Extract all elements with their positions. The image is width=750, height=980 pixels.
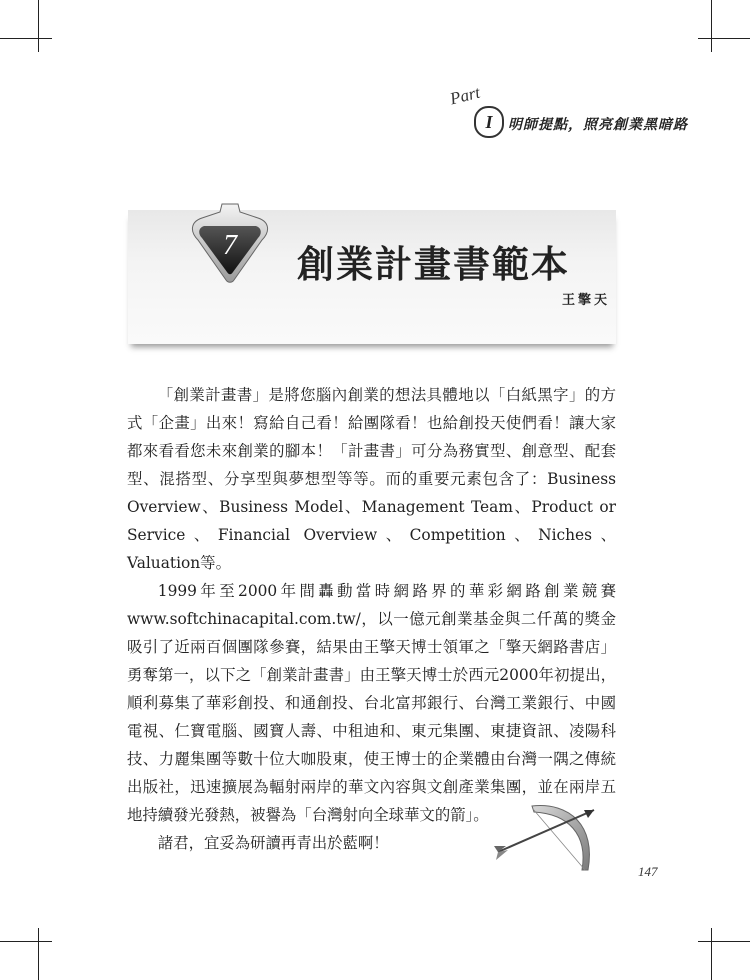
body-text — [127, 381, 616, 857]
chapter-title: 創業計畫書範本 — [297, 242, 570, 286]
chapter-badge-icon — [188, 202, 272, 286]
crop-mark-top-right-h — [698, 38, 750, 39]
crop-mark-bottom-right-v — [711, 928, 712, 980]
crop-mark-bottom-left-v — [38, 928, 39, 980]
author-name: 王擎天 — [562, 293, 611, 308]
crop-mark-top-left-h — [0, 38, 52, 39]
chapter-number: 7 — [223, 230, 237, 261]
part-title: 明師提點，照亮創業黑暗路 — [508, 117, 688, 133]
crop-mark-bottom-left-h — [0, 941, 52, 942]
paragraph: 1999年至2000年間轟動當時網路界的華彩網路創業競賽www.softchinacapital.com.tw/，以一億元創業基金與二仟萬的獎金吸引了近兩百個團隊參賽，結果由王擎天博士領軍之「擎天網路書店」勇奪第一，以下之「創業計畫書」由王擎天博士於西元2000年初提出，順利募集了華彩創投、和通創投、台北富邦銀行、台灣工業銀行、中國電視、仁寶電腦、國寶人壽、中租迪和、東元集團、東捷資訊、凌陽科技、力麗集團等數十位大咖股東，使王博士的企業體由台灣一隅之傳統出版社，迅速擴展為輻射兩岸的華文內容與文創產業集團，並在兩岸五地持續發光發熱，被譽為「台灣射向全球華文的箭」。 — [127, 582, 616, 824]
running-header — [448, 82, 688, 142]
paragraph: 諸君，宜妥為研讀再青出於藍啊！ — [157, 834, 389, 852]
crop-mark-bottom-right-h — [698, 941, 750, 942]
bow-arrow-icon — [492, 800, 604, 880]
part-number: I — [474, 106, 504, 138]
paragraph: 「創業計畫書」是將您腦內創業的想法具體地以「白紙黑字」的方式「企畫」出來！寫給自己看！給團隊看！也給創投天使們看！讓大家都來看看您未來創業的腳本！「計畫書」可分為務實型、創意型、配套型、混搭型、分享型與夢想型等等。而的重要元素包含了：Business Overview、Business Model、Management Team、Product or Service、Financial Overview、Competition、Niches、Valuation等。 — [127, 386, 616, 572]
page-number: 147 — [638, 864, 658, 879]
part-label: Part — [448, 82, 482, 109]
crop-mark-top-right-v — [711, 0, 712, 52]
crop-mark-top-left-v — [38, 0, 39, 52]
